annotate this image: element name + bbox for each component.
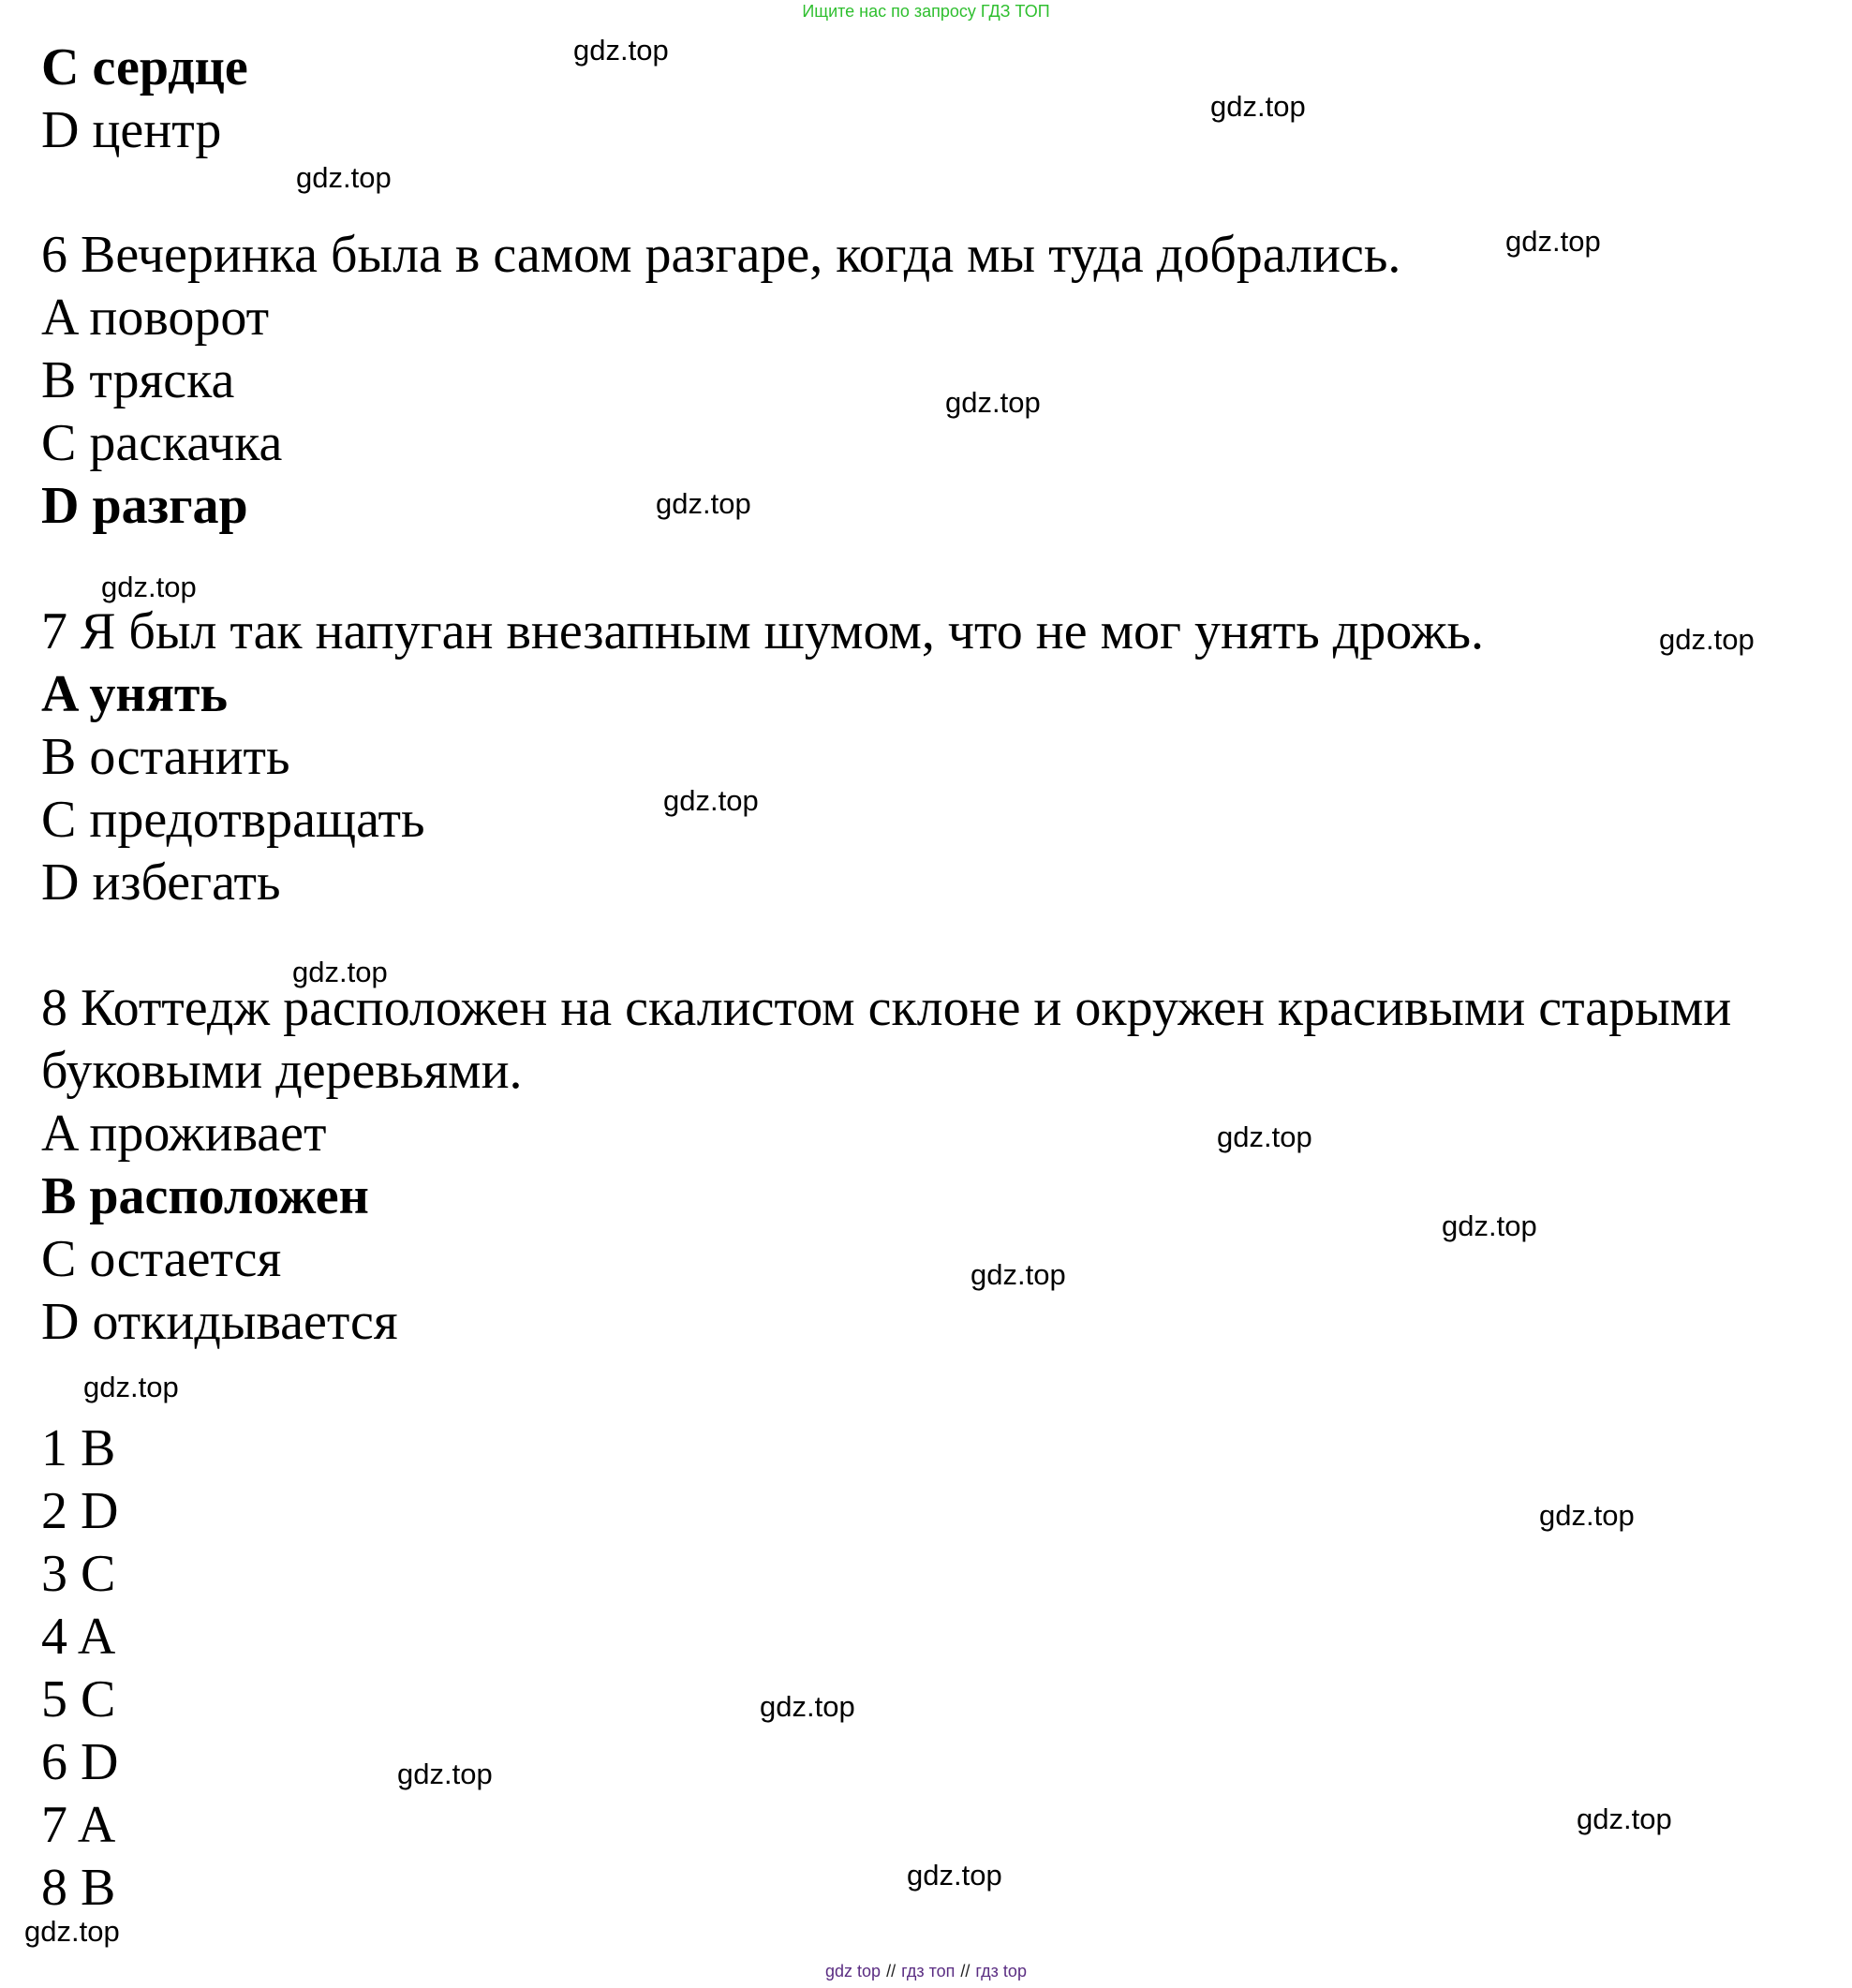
watermark: gdz.top [1659, 623, 1755, 656]
answer-key-6: 6 D [41, 1733, 119, 1791]
watermark: gdz.top [24, 1915, 120, 1948]
watermark: gdz.top [907, 1859, 1002, 1892]
watermark: gdz.top [970, 1258, 1066, 1291]
footer-links [0, 1962, 1852, 1981]
watermark: gdz.top [83, 1371, 179, 1403]
answer-key-4: 4 A [41, 1608, 116, 1666]
answer-key-7: 7 A [41, 1796, 116, 1854]
question-8-text-line2: буковыми деревьями. [41, 1042, 523, 1100]
watermark: gdz.top [1442, 1209, 1537, 1242]
answer-key-8: 8 B [41, 1859, 116, 1917]
footer-link-gdz-top[interactable]: gdz top [825, 1962, 882, 1981]
watermark: gdz.top [292, 956, 388, 988]
watermark: gdz.top [656, 487, 751, 520]
answer-key-3: 3 C [41, 1545, 116, 1603]
answer-option-6c: C раскачка [41, 414, 283, 472]
answer-key-5: 5 C [41, 1670, 116, 1728]
answer-option-6b: B тряска [41, 351, 235, 409]
watermark: gdz.top [397, 1758, 493, 1790]
answer-option-7b: B останить [41, 728, 290, 786]
answer-option-5d: D центр [41, 101, 222, 159]
watermark: gdz.top [1217, 1120, 1312, 1153]
watermark: gdz.top [1539, 1499, 1635, 1532]
watermark: gdz.top [296, 161, 392, 194]
answer-option-8a: A проживает [41, 1105, 327, 1163]
answer-key-2: 2 D [41, 1482, 119, 1540]
watermark: gdz.top [101, 571, 197, 603]
answer-key-1: 1 B [41, 1419, 116, 1477]
watermark: gdz.top [1577, 1803, 1672, 1835]
answer-option-6d: D разгар [41, 477, 248, 535]
search-banner: Ищите нас по запросу ГДЗ ТОП [802, 2, 1050, 21]
watermark: gdz.top [1505, 225, 1601, 258]
footer-link-gdz-top-ru[interactable]: гдз топ [901, 1962, 956, 1981]
footer-separator: // [886, 1962, 896, 1981]
footer-separator: // [960, 1962, 970, 1981]
watermark: gdz.top [1210, 90, 1306, 123]
watermark: gdz.top [945, 386, 1041, 419]
answer-option-5c: C сердце [41, 38, 248, 96]
answer-option-8b: B расположен [41, 1167, 369, 1225]
answer-option-8c: C остается [41, 1230, 282, 1288]
answer-option-8d: D откидывается [41, 1293, 398, 1351]
answer-option-7a: A унять [41, 665, 229, 723]
watermark: gdz.top [573, 34, 669, 67]
watermark: gdz.top [760, 1690, 855, 1723]
answer-option-6a: A поворот [41, 289, 270, 347]
footer-link-gdz-top-mixed[interactable]: гдз top [975, 1962, 1027, 1981]
answer-option-7c: C предотвращать [41, 791, 425, 849]
answer-option-7d: D избегать [41, 853, 281, 912]
question-8-text-line1: 8 Коттедж расположен на скалистом склоне и окружен красивыми старыми [41, 979, 1732, 1037]
question-6-text: 6 Вечеринка была в самом разгаре, когда мы туда добрались. [41, 226, 1401, 284]
question-7-text: 7 Я был так напуган внезапным шумом, что не мог унять дрожь. [41, 602, 1485, 660]
watermark: gdz.top [663, 784, 759, 817]
